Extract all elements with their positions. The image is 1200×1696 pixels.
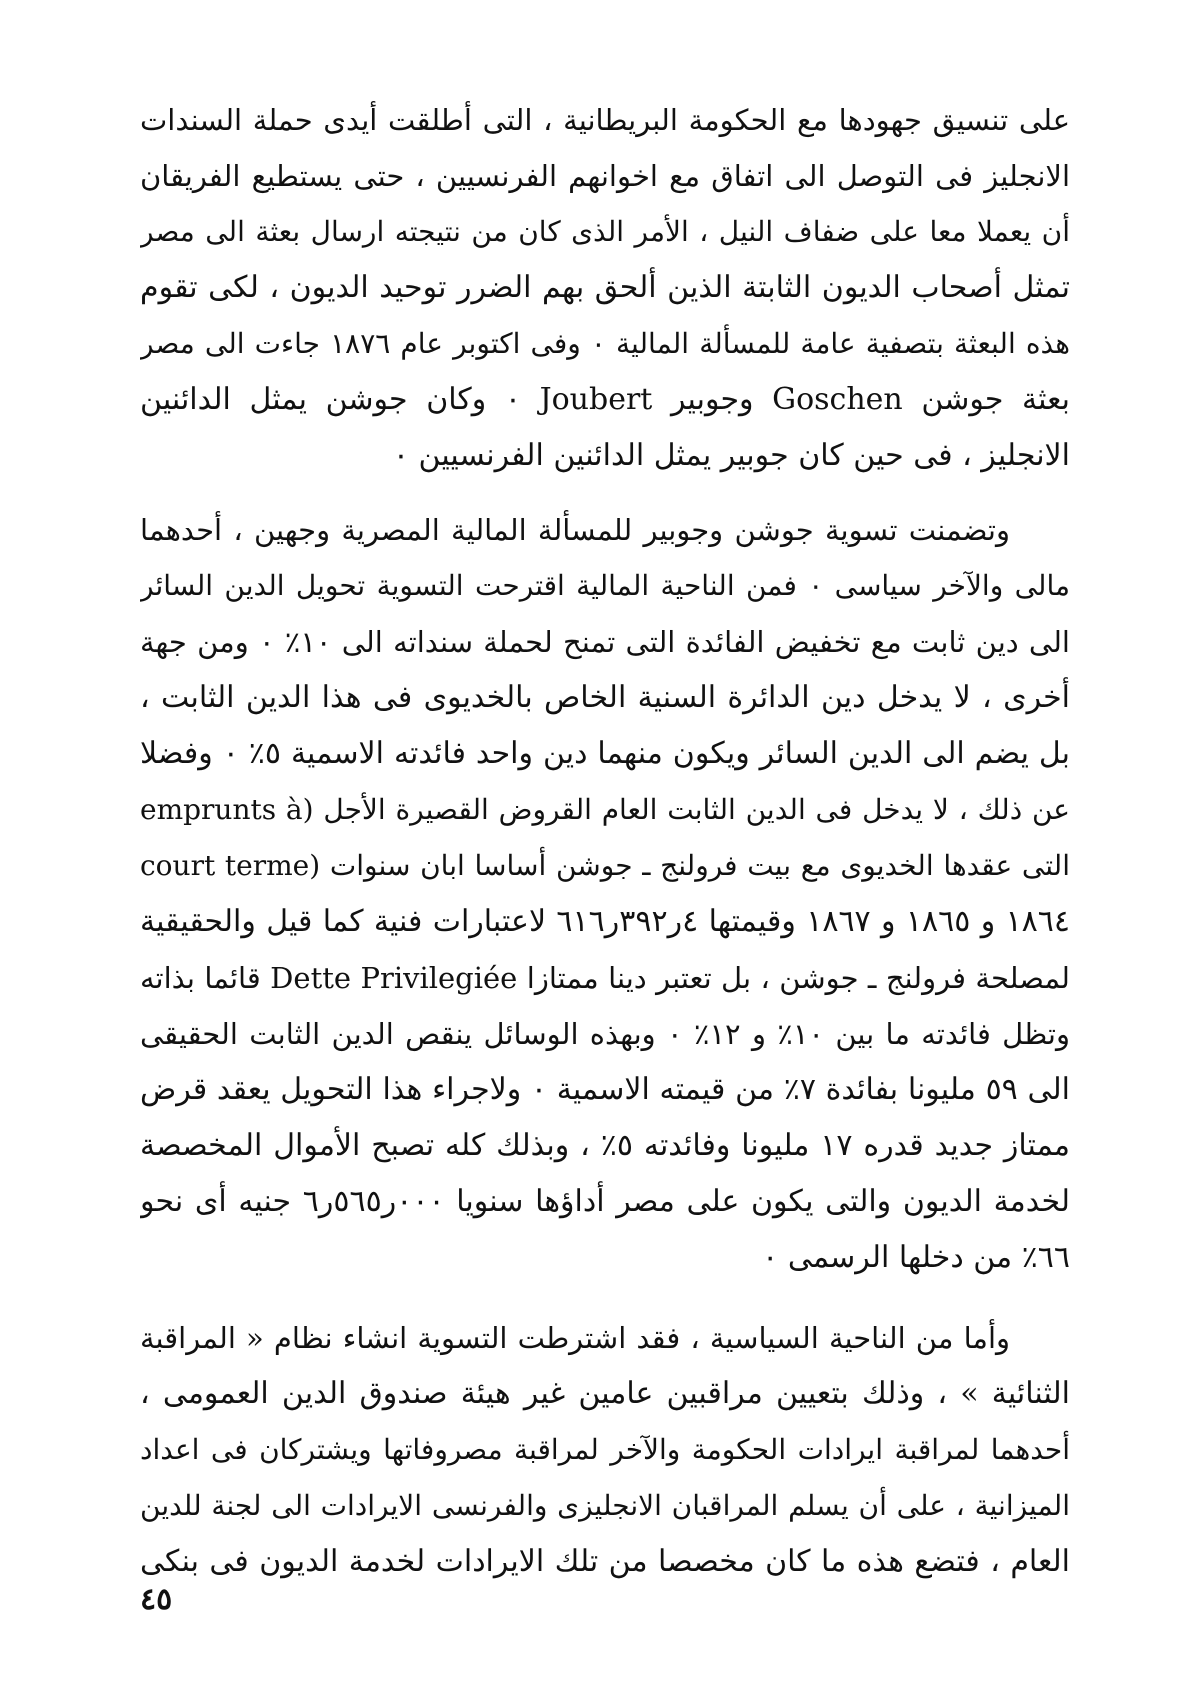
text-line: هذه البعثة بتصفية عامة للمسألة المالية ٠ وفى اكتوبر عام ١٨٧٦ جاءت الى مصر bbox=[140, 327, 1070, 360]
paragraph-2 bbox=[140, 502, 1070, 1286]
text-line: وتضمنت تسوية جوشن وجوبير للمسألة المالية المصرية وجهين ، أحدهما bbox=[140, 513, 1010, 547]
text-line: الثنائية » ، وذلك بتعيين مراقبين عامين غير هيئة صندوق الدين العمومى ، bbox=[140, 1376, 1070, 1411]
paragraph-spacer bbox=[140, 1286, 1070, 1310]
text-line: عن ذلك ، لا يدخل فى الدين الثابت العام القروض القصيرة الأجل (emprunts à bbox=[140, 793, 1070, 826]
text-line: court terme) التى عقدها الخديوى مع بيت فرولنج ـ جوشن أساسا ابان سنوات bbox=[140, 849, 1070, 882]
text-line: بل يضم الى الدين السائر ويكون منهما دين واحد فائدته الاسمية ٥٪ ٠ وفضلا bbox=[140, 736, 1070, 771]
page-number: ٤٥ bbox=[140, 1582, 173, 1617]
text-line: وتظل فائدته ما بين ١٠٪ و ١٢٪ ٠ وبهذه الوسائل ينقص الدين الثابت الحقيقى bbox=[140, 1017, 1070, 1051]
text-line: لمصلحة فرولنج ـ جوشن ، بل تعتبر دينا ممتازا Dette Privilegiée قائما بذاته bbox=[140, 961, 1070, 995]
text-line: الانجليز فى التوصل الى اتفاق مع اخوانهم الفرنسيين ، حتى يستطيع الفريقان bbox=[140, 159, 1070, 193]
paragraph-1 bbox=[140, 92, 1070, 484]
text-line: الى دين ثابت مع تخفيض الفائدة التى تمنح لحملة سنداته الى ١٠٪ ٠ ومن جهة bbox=[140, 625, 1070, 659]
paragraph-3 bbox=[140, 1310, 1070, 1590]
text-line: الانجليز ، فى حين كان جوبير يمثل الدائنين الفرنسيين ٠ bbox=[392, 438, 1070, 473]
text-line: الميزانية ، على أن يسلم المراقبان الانجليزى والفرنسى الايرادات الى لجنة للدين bbox=[140, 1489, 1070, 1522]
text-line: وأما من الناحية السياسية ، فقد اشترطت التسوية انشاء نظام « المراقبة bbox=[140, 1321, 1010, 1355]
text-line: ٦٦٪ من دخلها الرسمى ٠ bbox=[762, 1240, 1070, 1275]
text-line: أخرى ، لا يدخل دين الدائرة السنية الخاص بالخديوى فى هذا الدين الثابت ، bbox=[140, 680, 1070, 715]
text-line: ممتاز جديد قدره ١٧ مليونا وفائدته ٥٪ ، وبذلك كله تصبح الأموال المخصصة bbox=[140, 1128, 1070, 1163]
text-line: لخدمة الديون والتى يكون على مصر أداؤها سنويا ٠٠٠ر٥٦٥ر٦ جنيه أى نحو bbox=[140, 1184, 1070, 1219]
text-line: الى ٥٩ مليونا بفائدة ٧٪ من قيمته الاسمية ٠ ولاجراء هذا التحويل يعقد قرض bbox=[140, 1072, 1070, 1107]
text-line: العام ، فتضع هذه ما كان مخصصا من تلك الايرادات لخدمة الديون فى بنكى bbox=[140, 1544, 1070, 1579]
text-line: ١٨٦٤ و ١٨٦٥ و ١٨٦٧ وقيمتها ٤ر٣٩٢ر٦١٦ لاعتبارات فنية كما قيل والحقيقية bbox=[140, 904, 1070, 939]
text-line: بعثة جوشن Goschen وجوبير Joubert ٠ وكان جوشن يمثل الدائنين bbox=[140, 382, 1070, 417]
text-line: أن يعملا معا على ضفاف النيل ، الأمر الذى كان من نتيجته ارسال بعثة الى مصر bbox=[140, 215, 1070, 248]
text-line: أحدهما لمراقبة ايرادات الحكومة والآخر لمراقبة مصروفاتها ويشتركان فى اعداد bbox=[140, 1433, 1070, 1466]
text-line: على تنسيق جهودها مع الحكومة البريطانية ، التى أطلقت أيدى حملة السندات bbox=[140, 103, 1070, 137]
paragraph-spacer bbox=[140, 484, 1070, 502]
page-body bbox=[140, 92, 1070, 1590]
text-line: مالى والآخر سياسى ٠ فمن الناحية المالية اقترحت التسوية تحويل الدين السائر bbox=[140, 569, 1070, 602]
text-line: تمثل أصحاب الديون الثابتة الذين ألحق بهم الضرر توحيد الديون ، لكى تقوم bbox=[140, 270, 1070, 305]
